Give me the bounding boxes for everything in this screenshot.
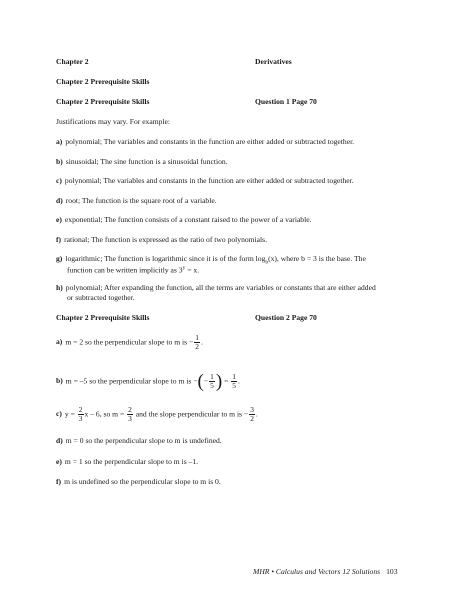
numerator: 2 <box>78 405 83 414</box>
item-label: e) <box>56 457 62 466</box>
item-label: b) <box>56 157 63 166</box>
item-label: c) <box>56 409 62 419</box>
q2-item-d <box>56 436 222 446</box>
q1-item-b <box>56 157 228 167</box>
item-text: and the slope perpendicular to m is <box>133 409 244 419</box>
q1-heading-left: Chapter 2 Prerequisite Skills <box>56 97 150 106</box>
q2-item-a <box>56 334 203 351</box>
item-text-cont: = x. <box>185 265 200 275</box>
item-text: polynomial; The variables and constants in the function are either added or subtracted together. <box>64 176 354 185</box>
q1-item-e <box>56 215 312 225</box>
fraction-result <box>231 373 237 390</box>
minus-sign: − <box>193 376 198 386</box>
period: . <box>255 409 258 419</box>
q1-item-f <box>56 235 267 245</box>
page-number: 103 <box>386 567 398 576</box>
item-text: x – 6, so m = <box>84 409 127 419</box>
q1-item-c <box>56 176 354 186</box>
item-text: m = 1 so the perpendicular slope to m is –1. <box>64 457 199 466</box>
item-text: root; The function is the square root of a variable. <box>65 196 217 205</box>
numerator: 1 <box>232 372 236 381</box>
q1-heading-right: Question 1 Page 70 <box>255 97 317 106</box>
numerator: 1 <box>210 372 214 381</box>
q1-intro: Justifications may vary. For example: <box>56 117 171 126</box>
q2-item-c <box>56 406 258 423</box>
q1-item-h <box>56 283 376 293</box>
item-text: y = <box>64 409 77 419</box>
minus-sign: − <box>243 409 249 419</box>
minus-sign-inner: − <box>203 376 209 386</box>
q2-item-f <box>56 477 221 487</box>
numerator: 3 <box>250 405 254 414</box>
item-label: h) <box>56 283 63 292</box>
right-paren: ) <box>215 371 223 392</box>
denominator: 2 <box>250 414 254 423</box>
item-label: b) <box>56 376 63 386</box>
q2-heading-left: Chapter 2 Prerequisite Skills <box>56 313 150 322</box>
item-text: function can be written implicitly as 3 <box>67 265 183 275</box>
denominator: 5 <box>210 381 214 390</box>
item-label: f) <box>56 235 62 244</box>
item-label: a) <box>56 137 63 146</box>
item-text: polynomial; After expanding the function, all the terms are variables or constants that are either added <box>65 283 376 292</box>
numerator: 2 <box>128 405 132 414</box>
footer-text: MHR • Calculus and Vectors 12 Solutions <box>253 567 381 576</box>
item-text: m = 0 so the perpendicular slope to m is undefined. <box>65 436 222 445</box>
item-label: c) <box>56 176 62 185</box>
q1-item-h-line2: or subtracted together. <box>67 293 135 302</box>
section-title: Chapter 2 Prerequisite Skills <box>56 77 150 86</box>
fraction <box>209 373 215 390</box>
denominator: 3 <box>78 414 83 423</box>
period: . <box>200 337 203 347</box>
item-text-cont: (x), where b = 3 is the base. The <box>268 254 366 263</box>
item-text: m = –5 so the perpendicular slope to m is <box>65 376 194 386</box>
q1-item-a <box>56 137 354 147</box>
item-text: m is undefined so the perpendicular slope to m is 0. <box>64 477 221 486</box>
minus-sign: − <box>188 337 194 347</box>
q2-item-e <box>56 457 198 467</box>
period: . <box>237 376 240 386</box>
item-text: rational; The function is expressed as the ratio of two polynomials. <box>64 235 268 244</box>
item-label: g) <box>56 254 63 263</box>
item-text: m = 2 so the perpendicular slope to m is <box>65 337 189 347</box>
denominator: 2 <box>195 342 199 351</box>
denominator: 3 <box>128 414 132 423</box>
numerator: 1 <box>195 333 199 342</box>
chapter-title: Derivatives <box>255 57 292 66</box>
item-text: polynomial; The variables and constants in the function are either added or subtracted together. <box>65 137 355 146</box>
item-label: a) <box>56 337 63 347</box>
fraction <box>78 406 84 423</box>
fraction <box>194 334 200 351</box>
fraction-slope <box>127 406 133 423</box>
item-label: d) <box>56 196 63 205</box>
exponent: y <box>182 265 186 271</box>
q1-heading <box>56 97 317 107</box>
chapter-label: Chapter 2 <box>56 57 89 66</box>
denominator: 5 <box>232 381 236 390</box>
q2-item-b <box>56 372 240 391</box>
item-label: f) <box>56 477 62 486</box>
page-footer <box>253 567 398 576</box>
item-text: sinusoidal; The sine function is a sinusoidal function. <box>65 157 228 166</box>
fraction-perpendicular <box>249 406 255 423</box>
item-label: e) <box>56 215 62 224</box>
q2-heading <box>56 313 317 323</box>
item-text: logarithmic; The function is logarithmic since it is of the form log <box>65 254 266 263</box>
q2-heading-right: Question 2 Page 70 <box>255 313 317 322</box>
item-text: exponential; The function consists of a constant raised to the power of a variable. <box>64 215 312 224</box>
q1-item-d <box>56 196 217 206</box>
left-paren: ( <box>197 371 204 392</box>
log-base: b <box>265 259 269 266</box>
item-label: d) <box>56 436 63 445</box>
q1-item-g-line2 <box>67 264 199 275</box>
chapter-header <box>56 57 292 67</box>
equals-sign: = <box>222 376 231 386</box>
